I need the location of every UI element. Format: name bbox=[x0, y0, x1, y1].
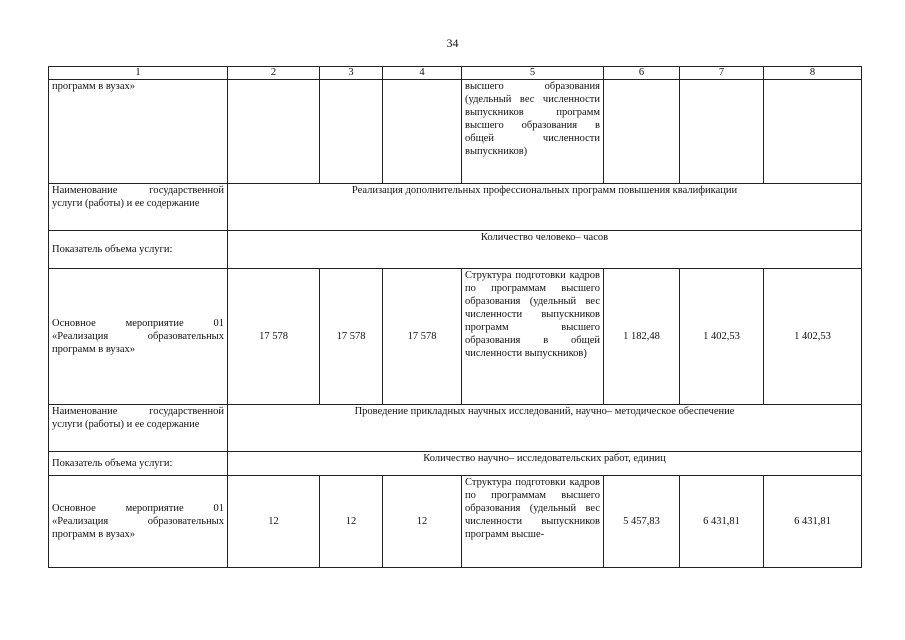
col-header-4: 4 bbox=[383, 67, 462, 80]
value-cell: 5 457,83 bbox=[604, 476, 680, 568]
table-row bbox=[49, 269, 862, 405]
value-cell: 6 431,81 bbox=[764, 476, 862, 568]
col-header-8: 8 bbox=[764, 67, 862, 80]
empty-cell bbox=[680, 80, 764, 184]
col-header-6: 6 bbox=[604, 67, 680, 80]
activity-name: программ в вузах» bbox=[49, 80, 228, 184]
activity-name: Основное мероприятие 01 «Реализация образовательных программ в вузах» bbox=[49, 269, 228, 405]
value-cell: 1 402,53 bbox=[680, 269, 764, 405]
service-name-label: Наименование государственной услуги (работы) и ее содержание bbox=[49, 184, 228, 231]
col-header-7: 7 bbox=[680, 67, 764, 80]
col-header-5: 5 bbox=[462, 67, 604, 80]
value-cell: 12 bbox=[228, 476, 320, 568]
col-header-1: 1 bbox=[49, 67, 228, 80]
value-cell: 6 431,81 bbox=[680, 476, 764, 568]
service-name-label: Наименование государственной услуги (работы) и ее содержание bbox=[49, 405, 228, 452]
value-cell: 17 578 bbox=[228, 269, 320, 405]
value-cell: 1 182,48 bbox=[604, 269, 680, 405]
empty-cell bbox=[764, 80, 862, 184]
value-cell: 17 578 bbox=[383, 269, 462, 405]
volume-indicator-row bbox=[49, 452, 862, 476]
service-name-value: Реализация дополнительных профессиональных программ повышения квалификации bbox=[228, 184, 862, 231]
volume-indicator-value: Количество человеко– часов bbox=[228, 231, 862, 269]
indicator-text: высшего образования (удельный вес численности выпускников программ высшего образования в общей численности выпускников) bbox=[462, 80, 604, 184]
indicator-text: Структура подготовки кадров по программам высшего образования (удельный вес численности выпускников программ высше- bbox=[462, 476, 604, 568]
header-row bbox=[49, 67, 862, 80]
empty-cell bbox=[604, 80, 680, 184]
value-cell: 17 578 bbox=[320, 269, 383, 405]
table-row-continuation bbox=[49, 80, 862, 184]
empty-cell bbox=[320, 80, 383, 184]
volume-indicator-row bbox=[49, 231, 862, 269]
activity-name: Основное мероприятие 01 «Реализация образовательных программ в вузах» bbox=[49, 476, 228, 568]
budget-table bbox=[48, 66, 862, 568]
table-row bbox=[49, 476, 862, 568]
col-header-3: 3 bbox=[320, 67, 383, 80]
value-cell: 12 bbox=[320, 476, 383, 568]
service-name-value: Проведение прикладных научных исследований, научно– методическое обеспечение bbox=[228, 405, 862, 452]
indicator-text: Структура подготовки кадров по программам высшего образования (удельный вес численности выпускников программ высшего образования в общей численности выпускников) bbox=[462, 269, 604, 405]
service-name-row bbox=[49, 405, 862, 452]
empty-cell bbox=[228, 80, 320, 184]
empty-cell bbox=[383, 80, 462, 184]
volume-indicator-value: Количество научно– исследовательских работ, единиц bbox=[228, 452, 862, 476]
value-cell: 1 402,53 bbox=[764, 269, 862, 405]
value-cell: 12 bbox=[383, 476, 462, 568]
page-number: 34 bbox=[446, 36, 459, 50]
service-name-row bbox=[49, 184, 862, 231]
volume-indicator-label: Показатель объема услуги: bbox=[49, 231, 228, 269]
col-header-2: 2 bbox=[228, 67, 320, 80]
volume-indicator-label: Показатель объема услуги: bbox=[49, 452, 228, 476]
